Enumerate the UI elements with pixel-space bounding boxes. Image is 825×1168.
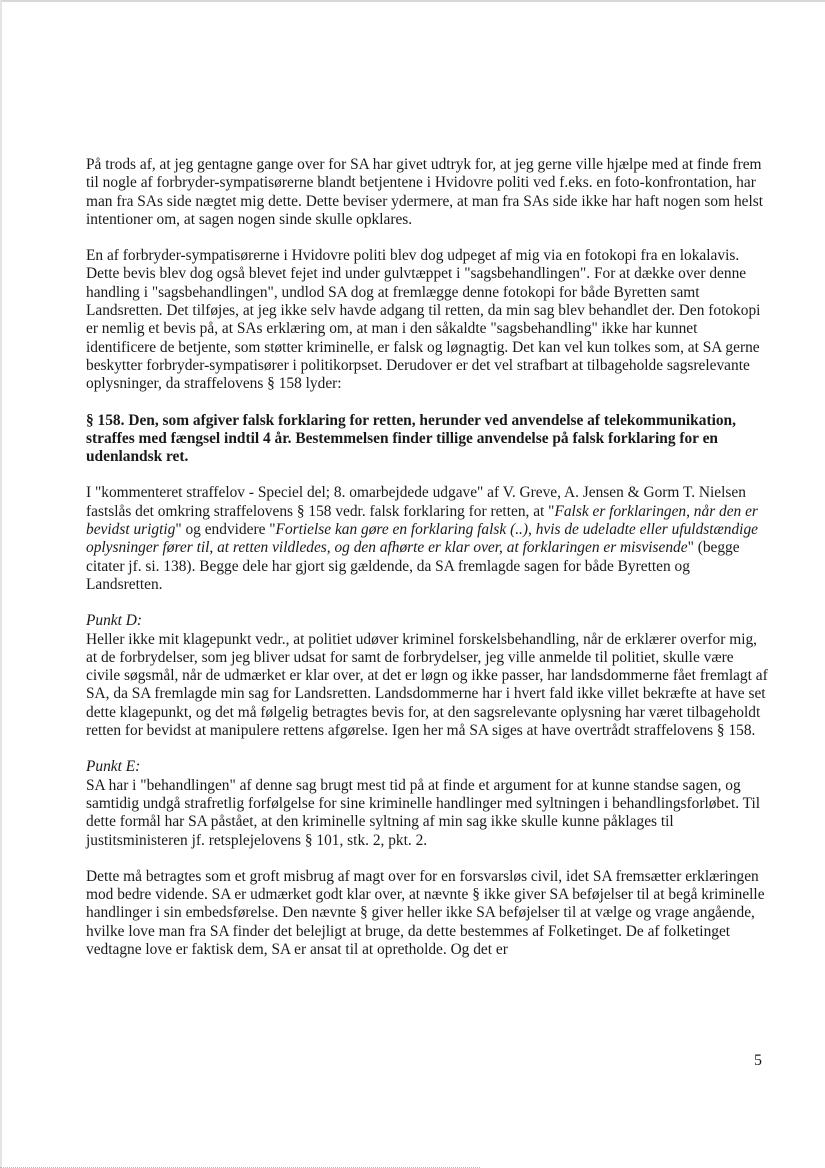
citation-2: Fortielse kan gøre en forklaring falsk (..), hvis de udeladte eller ufuldstændige oplysninger fører til, at retten vildledes, og den afhørte er klar over, at forklaringen er misvisende xyxy=(86,521,758,557)
punkt-e-text: SA har i "behandlingen" af denne sag brugt mest tid på at finde et argument for at kunne standse sagen, og samtidig undgå strafretlig forfølgelse for sine kriminelle handlinger med syltningen i behandlingsforløbet. Til dette formål har SA påstået, at den kriminelle syltning af min sag ikke skulle kunne påklages til justitsministeren jf. retsplejelovens § 101, stk. 2, pkt. 2. xyxy=(86,776,761,849)
page-number: 5 xyxy=(754,1052,762,1069)
page-edge-top xyxy=(0,0,825,2)
section-punkt-d xyxy=(86,612,770,740)
paragraph-1: På trods af, at jeg gentagne gange over for SA har givet udtryk for, at jeg gerne ville hjælpe med at finde frem til nogle af forbryder-sympatisørerne blandt betjentene i Hvidovre politi ved f.eks. en foto-konfrontation, har man fra SAs side nægtet mig dette. Dette beviser ydermere, at man fra SAs side ikke har haft nogen som helst intentioner om, at sagen nogen sinde skulle opklares. xyxy=(86,156,764,228)
paragraph-4-text-c: " (begge citater jf. si. 138). Begge dele har gjort sig gældende, da SA fremlagde sagen for både Byretten og Landsretten. xyxy=(86,539,740,593)
paragraph-4-text-b: " og endvidere " xyxy=(175,521,276,539)
paragraph-7: Dette må betragtes som et groft misbrug af magt over for en forsvarsløs civil, idet SA fremsætter erklæringen mod bedre vidende. SA er udmærket godt klar over, at nævnte § ikke giver SA beføjelser til at begå kriminelle handlinger i sin embedsførelse. Den nævnte § giver heller ikke SA beføjelser til at vælge og vrage angående, hvilke love man fra SA finder det belejligt at bruge, da dette bestemmes af Folketinget. De af folketinget vedtagne love er faktisk dem, SA er ansat til at opretholde. Og det er xyxy=(86,867,765,958)
punkt-d-text: Heller ikke mit klagepunkt vedr., at politiet udøver kriminel forskelsbehandling, når de erklærer overfor mig, at de forbrydelser, som jeg bliver udsat for samt de forbrydelser, jeg ville anmelde til politiet, skulle være civile søgsmål, når de udmærket er klar over, at det er løgn og ikke passer, har landsdommerne fået fremlagt af SA, da SA fremlagde min sag for Landsretten. Landsdommerne har i hvert fald ikke villet bekræfte at have set dette klagepunkt, og det må følgelig betragtes bevis for, at den sagsrelevante oplysning har været tilbageholdt retten for bevidst at manipulere rettens afgørelse. Igen her må SA siges at have overtrådt straffelovens § 158. xyxy=(86,630,768,740)
section-punkt-e xyxy=(86,758,770,849)
paragraph-4 xyxy=(86,484,770,594)
law-quote-paragraph: § 158. Den, som afgiver falsk forklaring for retten, herunder ved anvendelse af telekommunikation, straffes med fængsel indtil 4 år. Bestemmelsen finder tillige anvendelse på falsk forklaring for en udenlandsk ret. xyxy=(86,411,736,466)
punkt-d-heading: Punkt D: xyxy=(86,612,142,630)
document-body xyxy=(86,156,770,977)
paragraph-4-text-a: I "kommenteret straffelov - Speciel del; 8. omarbejdede udgave" af V. Greve, A. Jensen & Gorm T. Nielsen fastslås det omkring straffelovens § 158 vedr. falsk forklaring for retten, at " xyxy=(86,484,746,520)
punkt-e-heading: Punkt E: xyxy=(86,758,141,776)
citation-1: Falsk er forklaringen, når den er bevidst urigtig xyxy=(86,502,758,539)
page-edge-left xyxy=(0,0,2,1168)
paragraph-2: En af forbryder-sympatisørerne i Hvidovre politi blev dog udpeget af mig via en fotokopi fra en lokalavis. Dette bevis blev dog også blevet fejet ind under gulvtæppet i "sagsbehandlingen". For at dække over denne handling i "sagsbehandlingen", undlod SA dog at fremlægge denne fotokopi for både Byretten samt Landsretten. Det tilføjes, at jeg ikke selv havde adgang til retten, da min sag blev behandlet der. Den fotokopi er nemlig et bevis på, at SAs erklæring om, at man i den såkaldte "sagsbehandling" ikke har kunnet identificere de betjente, som støtter kriminelle, er falsk og løgnagtig. Det kan vel kun tolkes som, at SA gerne beskytter forbryder-sympatisører i politikorpset. Derudover er det vel strafbart at tilbageholde sagsrelevante oplysninger, da straffelovens § 158 lyder: xyxy=(86,247,761,393)
